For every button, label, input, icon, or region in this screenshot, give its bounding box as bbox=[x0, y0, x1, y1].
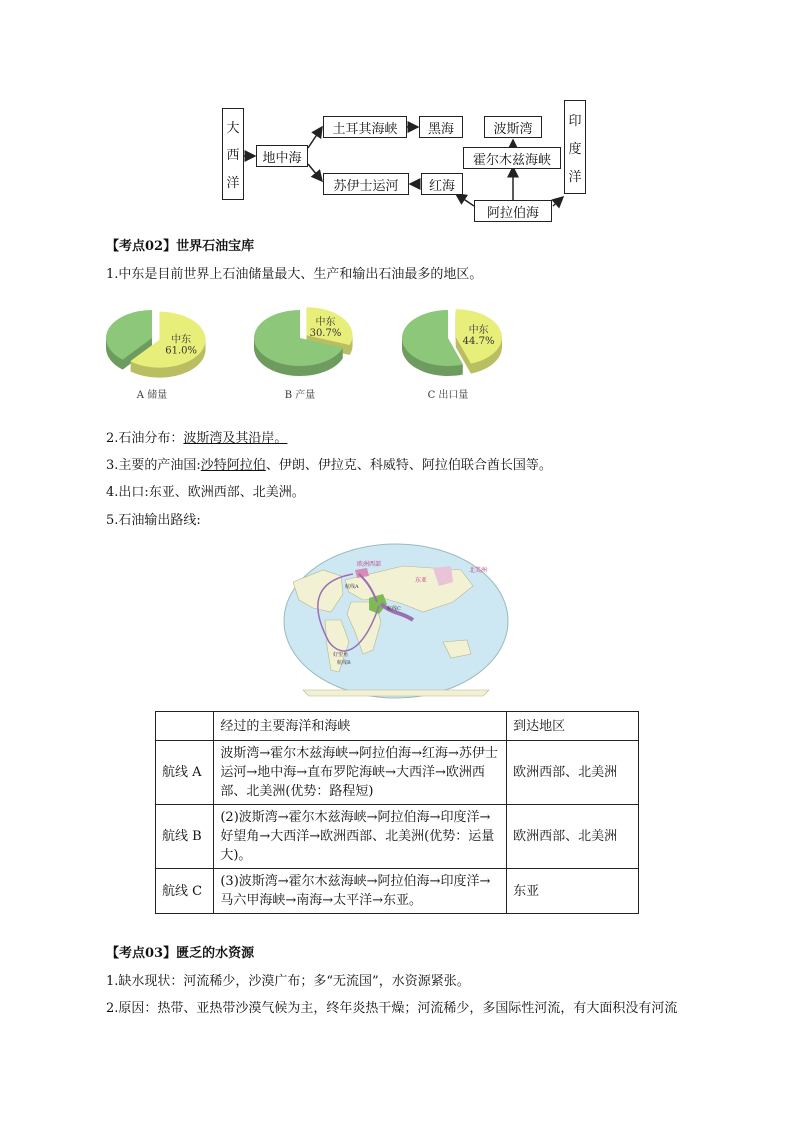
line3-suffix: 、伊朗、伊拉克、科威特、阿拉伯联合酋长国等。 bbox=[265, 458, 552, 473]
route-path-cell: (3)波斯湾→霍尔木兹海峡→阿拉伯海→印度洋→马六甲海峡→南海→太平洋→东亚。 bbox=[214, 869, 507, 914]
header-cell: 到达地区 bbox=[507, 712, 639, 741]
arrow-arabian-indian bbox=[553, 197, 563, 206]
line3-prefix: 3.主要的产油国: bbox=[106, 458, 201, 473]
route-table-header bbox=[156, 712, 639, 741]
map-label-cape: 好望角 bbox=[333, 652, 349, 658]
suez-canal-box: 苏伊士运河 bbox=[323, 173, 409, 195]
section02-line4: 4.出口:东亚、欧洲西部、北美洲。 bbox=[106, 485, 305, 500]
pie-chart bbox=[254, 307, 353, 401]
indian-ocean-char: 度 bbox=[568, 141, 582, 157]
hormuz-box: 霍尔木兹海峡 bbox=[463, 147, 561, 169]
route-path-cell: 波斯湾→霍尔木兹海峡→阿拉伯海→红海→苏伊士运河→地中海→直布罗陀海峡→大西洋→欧洲西部、北美洲(优势：路程短) bbox=[214, 741, 507, 805]
pie-caption: A 储量 bbox=[136, 390, 168, 401]
persian-gulf-box: 波斯湾 bbox=[484, 116, 542, 138]
header-cell bbox=[156, 712, 214, 741]
map-label-east-asia: 东亚 bbox=[415, 577, 428, 584]
route-table bbox=[155, 711, 639, 914]
pie-label-name: 中东 bbox=[468, 324, 489, 336]
turkish-straits-box: 土耳其海峡 bbox=[323, 116, 407, 138]
oil-export-map bbox=[283, 542, 509, 700]
mediterranean-box: 地中海 bbox=[256, 145, 308, 167]
pie-label-name: 中东 bbox=[171, 334, 192, 346]
section03-title: 【考点03】匮乏的水资源 bbox=[106, 946, 255, 961]
line2-value: 波斯湾及其沿岸。 bbox=[183, 431, 288, 446]
table-row bbox=[156, 741, 639, 805]
section03-line2: 2.原因：热带、亚热带沙漠气候为主，终年炎热干燥；河流稀少，多国际性河流，有大面积没有河流 bbox=[106, 1001, 678, 1016]
pie-chart bbox=[106, 310, 206, 401]
black-sea-box: 黑海 bbox=[419, 116, 463, 138]
line3-value: 沙特阿拉伯 bbox=[200, 458, 266, 473]
map-label-route-b: 航线B bbox=[337, 660, 351, 666]
route-name-cell: 航线 B bbox=[156, 805, 214, 869]
route-name-cell: 航线 A bbox=[156, 741, 214, 805]
arrow-med-turkish bbox=[308, 127, 322, 148]
atlantic-char: 大 bbox=[226, 121, 240, 137]
section02-line1: 1.中东是目前世界上石油储量最大、生产和输出石油最多的地区。 bbox=[106, 267, 483, 282]
section02-line3 bbox=[106, 457, 552, 475]
route-dest-cell: 东亚 bbox=[507, 869, 639, 914]
atlantic-char: 洋 bbox=[226, 175, 240, 191]
route-dest-cell: 欧洲西部、北美洲 bbox=[507, 741, 639, 805]
arrow-arabian-red bbox=[456, 194, 474, 206]
route-dest-cell: 欧洲西部、北美洲 bbox=[507, 805, 639, 869]
pie-charts bbox=[100, 300, 520, 405]
map-label-europe: 欧洲西部 bbox=[357, 561, 382, 568]
route-name-cell: 航线 C bbox=[156, 869, 214, 914]
pie-label-name: 中东 bbox=[315, 317, 336, 329]
flow-diagram-arrows bbox=[0, 0, 794, 230]
atlantic-box bbox=[222, 108, 244, 200]
pie-label-value: 30.7% bbox=[309, 328, 342, 340]
pie-caption: B 产量 bbox=[284, 390, 316, 401]
table-row bbox=[156, 869, 639, 914]
arabian-sea-box: 阿拉伯海 bbox=[474, 200, 552, 222]
pie-label-value: 44.7% bbox=[462, 335, 495, 347]
red-sea-box: 红海 bbox=[421, 173, 463, 195]
arrow-med-suez bbox=[308, 164, 322, 181]
section02-line2 bbox=[106, 430, 287, 448]
section03-line1: 1.缺水现状：河流稀少，沙漠广布；多“无流国”，水资源紧张。 bbox=[106, 974, 470, 989]
indian-ocean-char: 洋 bbox=[568, 169, 582, 185]
route-path-cell: (2)波斯湾→霍尔木兹海峡→阿拉伯海→印度洋→好望角→大西洋→欧洲西部、北美洲(优势：运量大)。 bbox=[214, 805, 507, 869]
section02-line5: 5.石油输出路线: bbox=[106, 513, 201, 528]
header-cell: 经过的主要海洋和海峡 bbox=[214, 712, 507, 741]
line2-prefix: 2.石油分布： bbox=[106, 431, 184, 446]
pie-chart bbox=[402, 309, 502, 401]
map-label-route-a: 航线A bbox=[345, 584, 359, 590]
pie-caption: C 出口量 bbox=[427, 390, 469, 401]
pie-label-value: 61.0% bbox=[165, 345, 198, 357]
indian-ocean-box bbox=[564, 100, 586, 194]
map-label-north-america: 北美洲 bbox=[469, 567, 488, 574]
map-label-route-c: 航线C bbox=[387, 606, 401, 612]
indian-ocean-char: 印 bbox=[568, 113, 582, 129]
atlantic-char: 西 bbox=[226, 148, 240, 164]
table-row bbox=[156, 805, 639, 869]
section02-title: 【考点02】世界石油宝库 bbox=[106, 239, 255, 254]
